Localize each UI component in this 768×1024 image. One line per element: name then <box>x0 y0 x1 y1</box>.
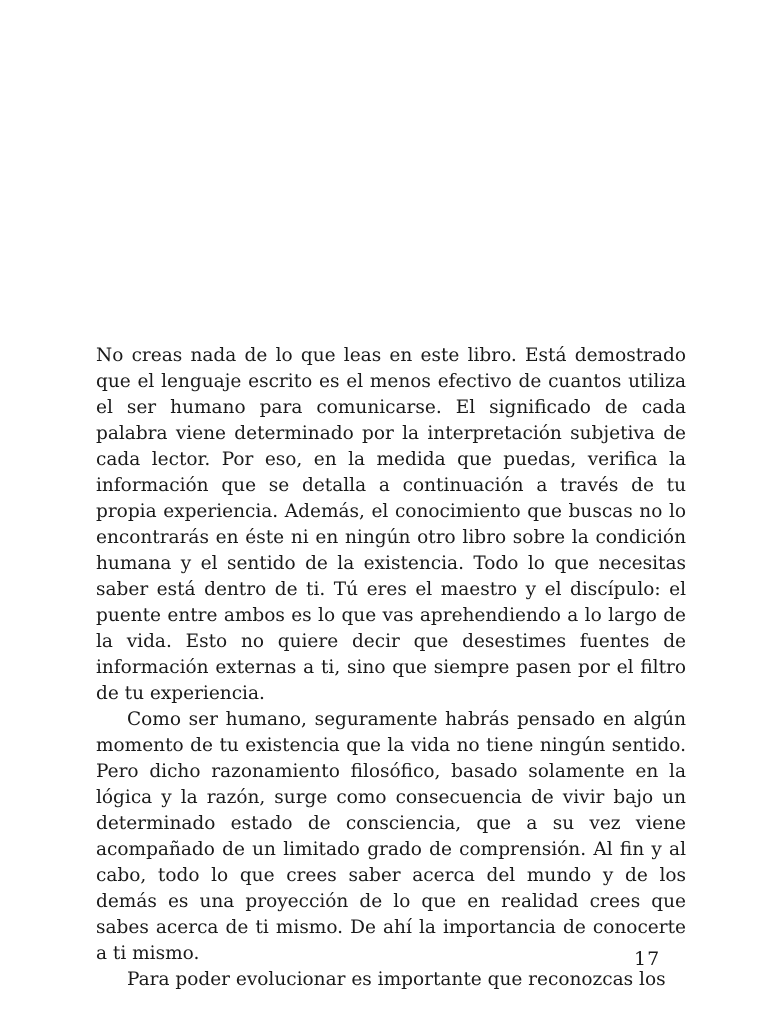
paragraph-3: Para poder evolucionar es importante que reconozcas los <box>127 969 666 990</box>
paragraph-1: No creas nada de lo que leas en este libro. Está demostrado que el lenguaje escrito es el menos efectivo de cuantos utiliza el ser humano para comunicarse. El significado de cada palabra viene determinado por la interpretación subjetiva de cada lector. Por eso, en la medida que puedas, verifica la información que se detalla a continuación a través de tu propia experiencia. Además, el conocimiento que buscas no lo encontrarás en éste ni en ningún otro libro sobre la condición humana y el sentido de la existencia. Todo lo que necesitas saber está dentro de ti. Tú eres el maestro y el discípulo: el puente entre ambos es lo que vas aprehendiendo a lo largo de la vida. Esto no quiere decir que desestimes fuentes de información externas a ti, sino que siempre pasen por el filtro de tu experiencia. <box>96 345 686 704</box>
body-text <box>96 343 686 993</box>
paragraph-2: Como ser humano, seguramente habrás pensado en algún momento de tu existencia que la vida no tiene ningún sentido. Pero dicho razonamiento filosófico, basado solamente en la lógica y la razón, surge como consecuencia de vivir bajo un determinado estado de consciencia, que a su vez viene acompañado de un limitado grado de comprensión. Al fin y al cabo, todo lo que crees saber acerca del mundo y de los demás es una proyección de lo que en realidad crees que sabes acerca de ti mismo. De ahí la importancia de conocerte a ti mismo. <box>96 709 686 964</box>
page-number: 17 <box>634 948 661 970</box>
